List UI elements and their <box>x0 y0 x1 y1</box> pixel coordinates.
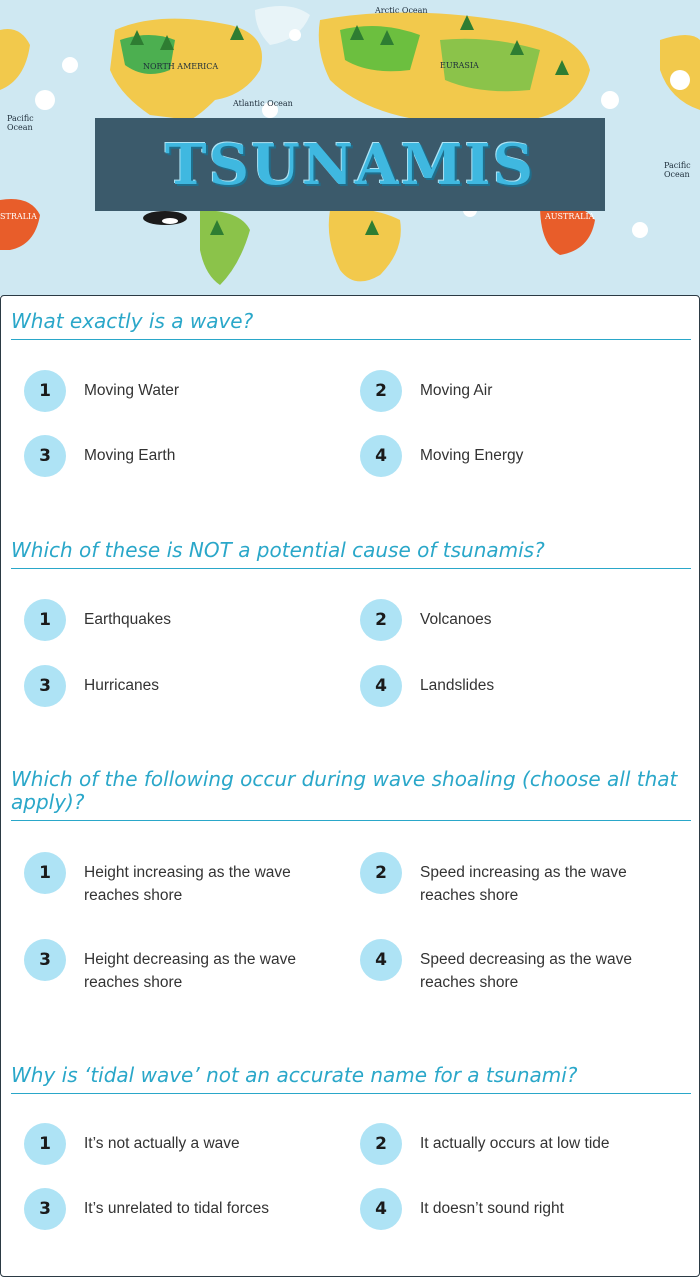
option-text: Moving Air <box>420 382 493 399</box>
label-australia-right: AUSTRALIA <box>545 212 595 221</box>
option-text: It’s unrelated to tidal forces <box>84 1200 269 1217</box>
option-text: Moving Water <box>84 382 180 399</box>
label-arctic-ocean: Arctic Ocean <box>375 6 428 15</box>
option-number: 2 <box>360 599 402 641</box>
option-number: 1 <box>24 599 66 641</box>
answer-option[interactable] <box>24 1188 344 1230</box>
quiz-container <box>0 295 700 1277</box>
option-text: Earthquakes <box>84 611 172 628</box>
option-text: Hurricanes <box>84 677 159 694</box>
answer-option[interactable] <box>24 435 344 477</box>
label-australia-left: STRALIA <box>0 212 37 221</box>
option-text: It actually occurs at low tide <box>420 1135 610 1152</box>
option-number: 2 <box>360 1123 402 1165</box>
option-text: Landslides <box>420 677 495 694</box>
option-number: 4 <box>360 665 402 707</box>
option-number: 4 <box>360 435 402 477</box>
question-2 <box>11 538 691 696</box>
question-1 <box>11 309 691 466</box>
option-number: 2 <box>360 852 402 894</box>
label-atlantic-ocean: Atlantic Ocean <box>233 99 293 108</box>
option-number: 1 <box>24 1123 66 1165</box>
answer-option[interactable] <box>360 435 680 477</box>
option-number: 4 <box>360 939 402 981</box>
option-number: 4 <box>360 1188 402 1230</box>
answer-option[interactable] <box>360 1188 680 1230</box>
option-number: 3 <box>24 939 66 981</box>
option-text: Speed decreasing as the wave reaches shore <box>420 951 632 991</box>
question-4 <box>11 1063 691 1219</box>
answer-option[interactable] <box>360 665 680 707</box>
option-text: Moving Earth <box>84 447 176 464</box>
answer-option[interactable] <box>360 852 680 907</box>
option-text: It doesn’t sound right <box>420 1200 564 1217</box>
option-text: Height increasing as the wave reaches shore <box>84 864 291 904</box>
option-text: Volcanoes <box>420 611 492 628</box>
option-text: It’s not actually a wave <box>84 1135 240 1152</box>
answer-option[interactable] <box>360 599 680 641</box>
answer-option[interactable] <box>24 852 344 907</box>
question-3 <box>11 767 691 991</box>
page-title: TSUNAMIS <box>164 131 536 198</box>
option-number: 1 <box>24 852 66 894</box>
option-number: 2 <box>360 370 402 412</box>
question-title: What exactly is a wave? <box>11 310 691 340</box>
header-banner <box>0 0 700 296</box>
label-pacific-ocean-left: Pacific Ocean <box>7 114 34 132</box>
answer-option[interactable] <box>24 599 344 641</box>
answer-option[interactable] <box>24 1123 344 1165</box>
question-title: Which of the following occur during wave shoaling (choose all that apply)? <box>11 768 691 821</box>
title-banner <box>95 118 605 211</box>
answer-option[interactable] <box>24 370 344 412</box>
option-text: Moving Energy <box>420 447 524 464</box>
option-number: 1 <box>24 370 66 412</box>
option-number: 3 <box>24 665 66 707</box>
option-text: Height decreasing as the wave reaches shore <box>84 951 296 991</box>
label-pacific-ocean-right: Pacific Ocean <box>664 161 691 179</box>
option-number: 3 <box>24 1188 66 1230</box>
answer-option[interactable] <box>360 939 680 994</box>
answer-option[interactable] <box>360 370 680 412</box>
answer-option[interactable] <box>24 665 344 707</box>
question-title: Why is ‘tidal wave’ not an accurate name for a tsunami? <box>11 1064 691 1094</box>
option-text: Speed increasing as the wave reaches shore <box>420 864 627 904</box>
option-number: 3 <box>24 435 66 477</box>
answer-option[interactable] <box>24 939 344 994</box>
label-eurasia: EURASIA <box>440 61 479 70</box>
label-north-america: NORTH AMERICA <box>143 62 219 71</box>
answer-option[interactable] <box>360 1123 680 1165</box>
question-title: Which of these is NOT a potential cause of tsunamis? <box>11 539 691 569</box>
